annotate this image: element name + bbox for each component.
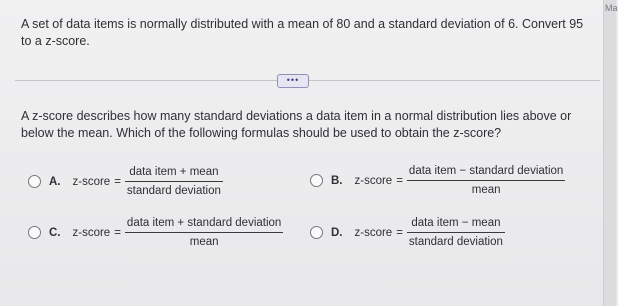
equals-sign: = [114,226,121,239]
fraction-denominator: mean [189,236,219,248]
equals-sign: = [396,226,403,239]
formula-lhs: z-score [354,174,393,187]
formula-fraction [407,217,505,248]
fraction-numerator: data item − mean [411,217,501,229]
edge-label: Ma [605,3,618,13]
option-letter: A. [49,175,61,188]
answer-option-c[interactable] [28,217,283,248]
option-letter: C. [49,226,61,239]
expand-more-button[interactable]: ••• [277,74,309,88]
equals-sign: = [396,174,403,187]
prompt-text: A z-score describes how many standard deviations a data item in a normal distribution lies above or below the mean. Which of the following formulas should be used to obtain the z-score? [21,109,572,140]
radio-button-c[interactable] [28,226,41,239]
radio-button-b[interactable] [310,174,323,187]
radio-button-d[interactable] [310,226,323,239]
formula-fraction [125,217,283,248]
right-edge-panel [603,0,616,306]
fraction-denominator: standard deviation [126,185,221,197]
fraction-numerator: data item + standard deviation [126,217,282,229]
fraction-denominator: mean [471,184,501,196]
radio-button-a[interactable] [28,175,41,188]
option-letter: B. [331,174,343,187]
option-letter: D. [331,226,343,239]
equals-sign: = [114,175,121,188]
fraction-numerator: data item + mean [129,166,219,178]
answer-option-b[interactable] [310,165,565,196]
formula-lhs: z-score [72,175,111,188]
fraction-numerator: data item − standard deviation [408,165,564,177]
formula-lhs: z-score [72,226,111,239]
answer-option-d[interactable] [310,217,505,248]
formula-fraction [125,166,223,197]
fraction-denominator: standard deviation [408,236,503,248]
formula-lhs: z-score [354,226,393,239]
answer-option-a[interactable] [28,166,223,197]
formula-fraction [407,165,565,196]
question-text: A set of data items is normally distributed with a mean of 80 and a standard deviation of 6. Convert 95 to a z-score. [21,17,584,48]
